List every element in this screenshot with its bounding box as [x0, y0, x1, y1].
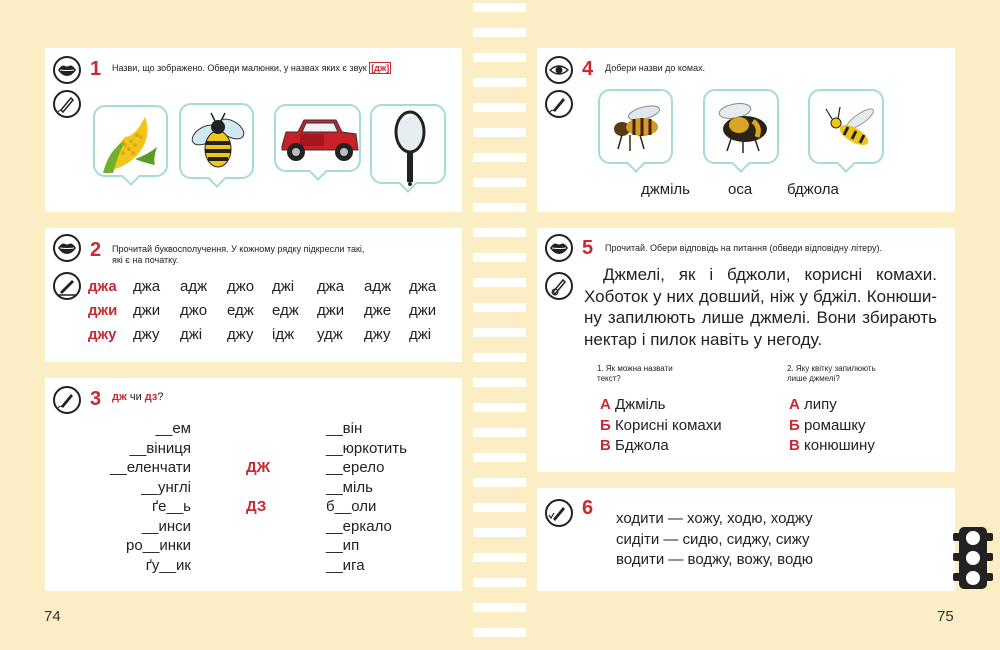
fill-word[interactable]: __ига: [326, 556, 365, 574]
syllable[interactable]: джи: [133, 302, 161, 319]
task1-card: [45, 48, 462, 212]
option-letter[interactable]: Б: [600, 416, 611, 434]
picture-frame-bee[interactable]: [179, 103, 254, 179]
fill-word[interactable]: __ем: [155, 420, 191, 437]
answer-option[interactable]: [789, 396, 837, 413]
question-1: 1. Як можна назвати текст?: [597, 364, 673, 383]
fill-word[interactable]: __ип: [326, 537, 360, 554]
syllable[interactable]: джа: [317, 278, 345, 295]
task2-card: [45, 228, 462, 362]
fill-word[interactable]: __міль: [326, 478, 373, 496]
text-line: нектар і пилок навіть у негоду.: [584, 329, 823, 349]
pencil-check-icon: [545, 499, 573, 527]
fill-word[interactable]: ро__инки: [126, 537, 191, 554]
syllable[interactable]: джу: [227, 326, 254, 343]
option-letter[interactable]: А: [600, 396, 611, 413]
lips-icon: [53, 234, 81, 262]
bumblebee-photo-icon: [705, 91, 781, 166]
task3-card: [45, 378, 462, 591]
lips-icon: [53, 56, 81, 84]
eye-icon: [545, 56, 573, 84]
traffic-light-icon: [953, 527, 993, 589]
fill-word[interactable]: ґе__ь: [151, 498, 191, 515]
task5-card: [537, 228, 955, 472]
insect-name[interactable]: оса: [728, 181, 753, 198]
corn-icon: [95, 107, 170, 179]
answer-option[interactable]: [600, 437, 669, 454]
syllable[interactable]: джа: [409, 278, 437, 295]
syllable[interactable]: джо: [227, 278, 255, 295]
text-line: Джмелі, як і бджоли, корисні комахи.: [603, 265, 937, 284]
syllable[interactable]: удж: [317, 326, 343, 343]
syllable[interactable]: джу: [364, 326, 391, 343]
task4-card: [537, 48, 955, 212]
syllable[interactable]: адж: [364, 278, 392, 295]
bee-photo-icon: [600, 91, 675, 166]
fill-word[interactable]: __еркало: [326, 517, 392, 535]
task3-instruction: дж чи дз?: [112, 391, 164, 403]
picture-frame-bumblebee-photo[interactable]: [703, 89, 779, 164]
fill-word[interactable]: __віниця: [129, 439, 191, 457]
sample-syllable: джу: [88, 326, 117, 343]
picture-frame-wasp-photo[interactable]: [808, 89, 884, 164]
mirror-icon: [372, 106, 448, 186]
syllable[interactable]: едж: [272, 302, 299, 319]
option-text: Корисні комахи: [610, 416, 722, 434]
sample-syllable: джи: [88, 302, 118, 319]
picture-frame-jeep[interactable]: [274, 104, 361, 172]
task5-number: 5: [582, 237, 594, 259]
lips-icon: [545, 234, 573, 262]
task5-instruction: Прочитай. Обери відповідь на питання (обведи відповідну літеру).: [605, 243, 883, 253]
option-letter[interactable]: Б: [789, 416, 800, 434]
answer-option[interactable]: [600, 396, 665, 413]
option-letter[interactable]: А: [789, 396, 800, 413]
pencil-icon: [53, 90, 81, 118]
task1-number: 1: [90, 58, 102, 80]
verb-forms-line[interactable]: водити — воджу, вожу, водю: [616, 551, 813, 568]
fill-word[interactable]: __він: [326, 420, 363, 437]
sample-syllable: джа: [88, 278, 117, 295]
option-text: липу: [799, 396, 837, 413]
option-letter[interactable]: В: [600, 437, 611, 454]
task2-instruction: Прочитай буквосполучення. У кожному рядку підкресли такі, які є на початку.: [112, 244, 365, 265]
question-2: 2. Яку квітку запилюють лише джмелі?: [787, 364, 876, 383]
option-text: ромашку: [799, 416, 866, 434]
syllable[interactable]: адж: [180, 278, 208, 295]
page-number-left: 74: [44, 608, 61, 625]
wasp-photo-icon: [810, 91, 886, 166]
label-dz: ДЗ: [246, 498, 267, 515]
fill-word[interactable]: __юркотить: [326, 439, 407, 457]
picture-frame-bee-photo[interactable]: [598, 89, 673, 164]
book-spine: [473, 0, 526, 650]
pencil-ruler-icon: [53, 272, 81, 300]
task6-card: [537, 488, 955, 591]
jeep-icon: [276, 106, 363, 174]
verb-forms-line[interactable]: сидіти — сидю, сиджу, сижу: [616, 530, 810, 548]
page-number-right: 75: [937, 608, 954, 625]
answer-option[interactable]: [600, 417, 722, 434]
syllable[interactable]: джи: [409, 302, 437, 319]
option-text: Бджола: [610, 437, 669, 454]
task4-number: 4: [582, 58, 594, 80]
fill-word[interactable]: б__оли: [326, 498, 377, 515]
syllable[interactable]: джи: [317, 302, 345, 319]
pencil-circle-icon: [545, 272, 573, 300]
text-line: ну запилюють лише джмелі. Вони збирають: [584, 308, 937, 327]
fill-word[interactable]: ґу__ик: [145, 556, 191, 574]
fill-word[interactable]: __ерело: [326, 459, 385, 476]
insect-name[interactable]: бджола: [787, 181, 839, 198]
syllable[interactable]: джі: [409, 326, 432, 343]
option-text: Джміль: [610, 396, 666, 413]
option-text: конюшину: [799, 437, 875, 454]
picture-frame-mirror[interactable]: [370, 104, 446, 184]
answer-option[interactable]: [789, 417, 866, 434]
pencil-icon: [53, 386, 81, 414]
syllable[interactable]: джо: [180, 302, 208, 319]
syllable[interactable]: ідж: [272, 326, 295, 343]
syllable[interactable]: дже: [364, 302, 392, 319]
fill-word[interactable]: __унглі: [141, 478, 191, 496]
pencil-icon: [545, 90, 573, 118]
syllable[interactable]: едж: [227, 302, 254, 319]
syllable[interactable]: джа: [133, 278, 161, 295]
task2-number: 2: [90, 239, 102, 261]
option-letter[interactable]: В: [789, 437, 800, 454]
syllable[interactable]: джу: [133, 326, 160, 343]
label-dzh: ДЖ: [246, 459, 271, 476]
verb-forms-line[interactable]: ходити — хожу, ходю, ходжу: [616, 510, 813, 527]
answer-option[interactable]: [789, 437, 875, 454]
task3-number: 3: [90, 388, 102, 410]
task1-instruction: Назви, що зображено. Обведи малюнки, у назвах яких є звук [дж]: [112, 63, 390, 73]
picture-frame-corn[interactable]: [93, 105, 168, 177]
text-line: Хоботок у них довший, ніж у бджіл. Конюши-: [584, 286, 937, 306]
insect-name[interactable]: джміль: [641, 181, 690, 198]
syllable[interactable]: джі: [180, 326, 203, 343]
task6-number: 6: [582, 497, 594, 519]
fill-word[interactable]: __инси: [141, 517, 191, 535]
fill-word[interactable]: __еленчати: [110, 459, 191, 476]
bee-icon: [181, 105, 256, 181]
syllable[interactable]: джі: [272, 278, 295, 295]
task4-instruction: Добери назви до комах.: [605, 63, 706, 73]
sound-dzh: [дж]: [371, 63, 390, 73]
